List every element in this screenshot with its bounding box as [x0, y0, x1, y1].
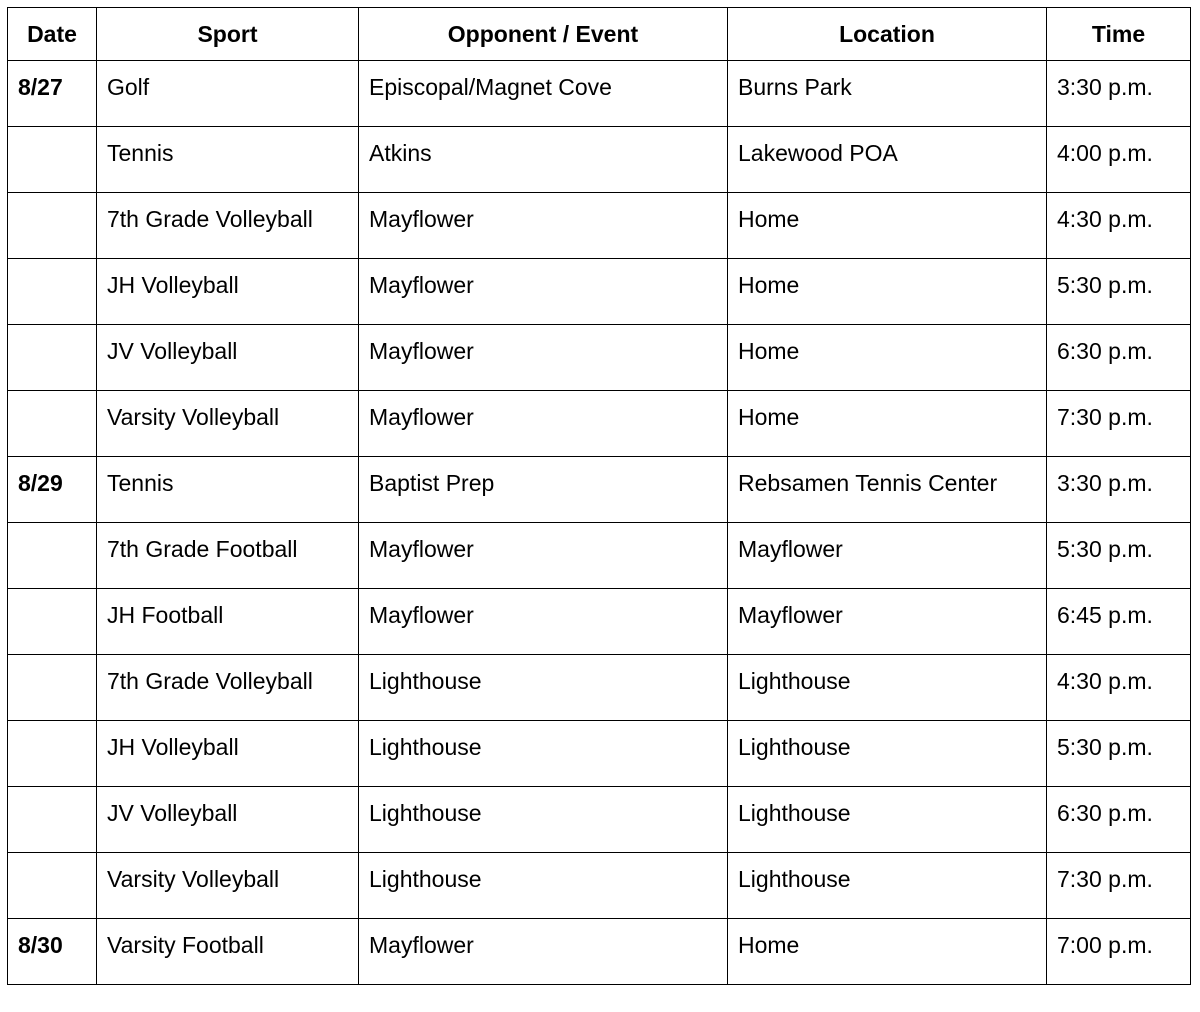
location-cell: Burns Park [728, 61, 1047, 127]
header-sport: Sport [97, 8, 359, 61]
date-cell: 8/30 [8, 919, 97, 985]
location-cell: Home [728, 193, 1047, 259]
table-row [8, 391, 1191, 457]
sport-cell: Varsity Volleyball [97, 853, 359, 919]
table-row [8, 721, 1191, 787]
location-cell: Home [728, 391, 1047, 457]
sport-cell: Tennis [97, 457, 359, 523]
opponent-cell: Mayflower [359, 325, 728, 391]
opponent-cell: Mayflower [359, 193, 728, 259]
sport-cell: Golf [97, 61, 359, 127]
opponent-cell: Mayflower [359, 523, 728, 589]
location-cell: Lighthouse [728, 787, 1047, 853]
table-row [8, 655, 1191, 721]
date-cell [8, 325, 97, 391]
date-cell: 8/29 [8, 457, 97, 523]
location-cell: Lighthouse [728, 721, 1047, 787]
location-cell: Lakewood POA [728, 127, 1047, 193]
opponent-cell: Atkins [359, 127, 728, 193]
time-cell: 7:00 p.m. [1047, 919, 1191, 985]
sport-cell: JH Volleyball [97, 721, 359, 787]
time-cell: 6:45 p.m. [1047, 589, 1191, 655]
location-cell: Home [728, 325, 1047, 391]
sport-cell: JV Volleyball [97, 787, 359, 853]
schedule-container [7, 7, 1191, 985]
opponent-cell: Mayflower [359, 259, 728, 325]
sport-cell: JH Football [97, 589, 359, 655]
date-cell [8, 523, 97, 589]
sport-cell: JV Volleyball [97, 325, 359, 391]
sport-cell: 7th Grade Volleyball [97, 193, 359, 259]
location-cell: Mayflower [728, 523, 1047, 589]
opponent-cell: Lighthouse [359, 721, 728, 787]
header-opponent: Opponent / Event [359, 8, 728, 61]
table-row [8, 259, 1191, 325]
table-row [8, 193, 1191, 259]
time-cell: 3:30 p.m. [1047, 457, 1191, 523]
opponent-cell: Mayflower [359, 589, 728, 655]
date-cell [8, 127, 97, 193]
table-row [8, 919, 1191, 985]
table-row [8, 127, 1191, 193]
date-cell [8, 853, 97, 919]
location-cell: Mayflower [728, 589, 1047, 655]
location-cell: Rebsamen Tennis Center [728, 457, 1047, 523]
header-row [8, 8, 1191, 61]
time-cell: 7:30 p.m. [1047, 853, 1191, 919]
sport-cell: Varsity Volleyball [97, 391, 359, 457]
date-cell [8, 259, 97, 325]
location-cell: Home [728, 919, 1047, 985]
date-cell [8, 721, 97, 787]
header-time: Time [1047, 8, 1191, 61]
sport-cell: 7th Grade Football [97, 523, 359, 589]
opponent-cell: Lighthouse [359, 787, 728, 853]
opponent-cell: Episcopal/Magnet Cove [359, 61, 728, 127]
table-row [8, 61, 1191, 127]
header-location: Location [728, 8, 1047, 61]
time-cell: 6:30 p.m. [1047, 787, 1191, 853]
schedule-table [7, 7, 1191, 985]
date-cell: 8/27 [8, 61, 97, 127]
table-row [8, 457, 1191, 523]
time-cell: 6:30 p.m. [1047, 325, 1191, 391]
location-cell: Lighthouse [728, 655, 1047, 721]
sport-cell: Varsity Football [97, 919, 359, 985]
time-cell: 4:30 p.m. [1047, 655, 1191, 721]
time-cell: 4:30 p.m. [1047, 193, 1191, 259]
date-cell [8, 391, 97, 457]
time-cell: 3:30 p.m. [1047, 61, 1191, 127]
sport-cell: Tennis [97, 127, 359, 193]
opponent-cell: Mayflower [359, 391, 728, 457]
table-row [8, 589, 1191, 655]
time-cell: 5:30 p.m. [1047, 259, 1191, 325]
location-cell: Lighthouse [728, 853, 1047, 919]
table-row [8, 523, 1191, 589]
time-cell: 5:30 p.m. [1047, 523, 1191, 589]
time-cell: 5:30 p.m. [1047, 721, 1191, 787]
sport-cell: 7th Grade Volleyball [97, 655, 359, 721]
location-cell: Home [728, 259, 1047, 325]
table-row [8, 325, 1191, 391]
table-row [8, 853, 1191, 919]
opponent-cell: Baptist Prep [359, 457, 728, 523]
date-cell [8, 787, 97, 853]
date-cell [8, 589, 97, 655]
time-cell: 7:30 p.m. [1047, 391, 1191, 457]
header-date: Date [8, 8, 97, 61]
opponent-cell: Mayflower [359, 919, 728, 985]
time-cell: 4:00 p.m. [1047, 127, 1191, 193]
table-row [8, 787, 1191, 853]
date-cell [8, 655, 97, 721]
date-cell [8, 193, 97, 259]
opponent-cell: Lighthouse [359, 655, 728, 721]
sport-cell: JH Volleyball [97, 259, 359, 325]
opponent-cell: Lighthouse [359, 853, 728, 919]
